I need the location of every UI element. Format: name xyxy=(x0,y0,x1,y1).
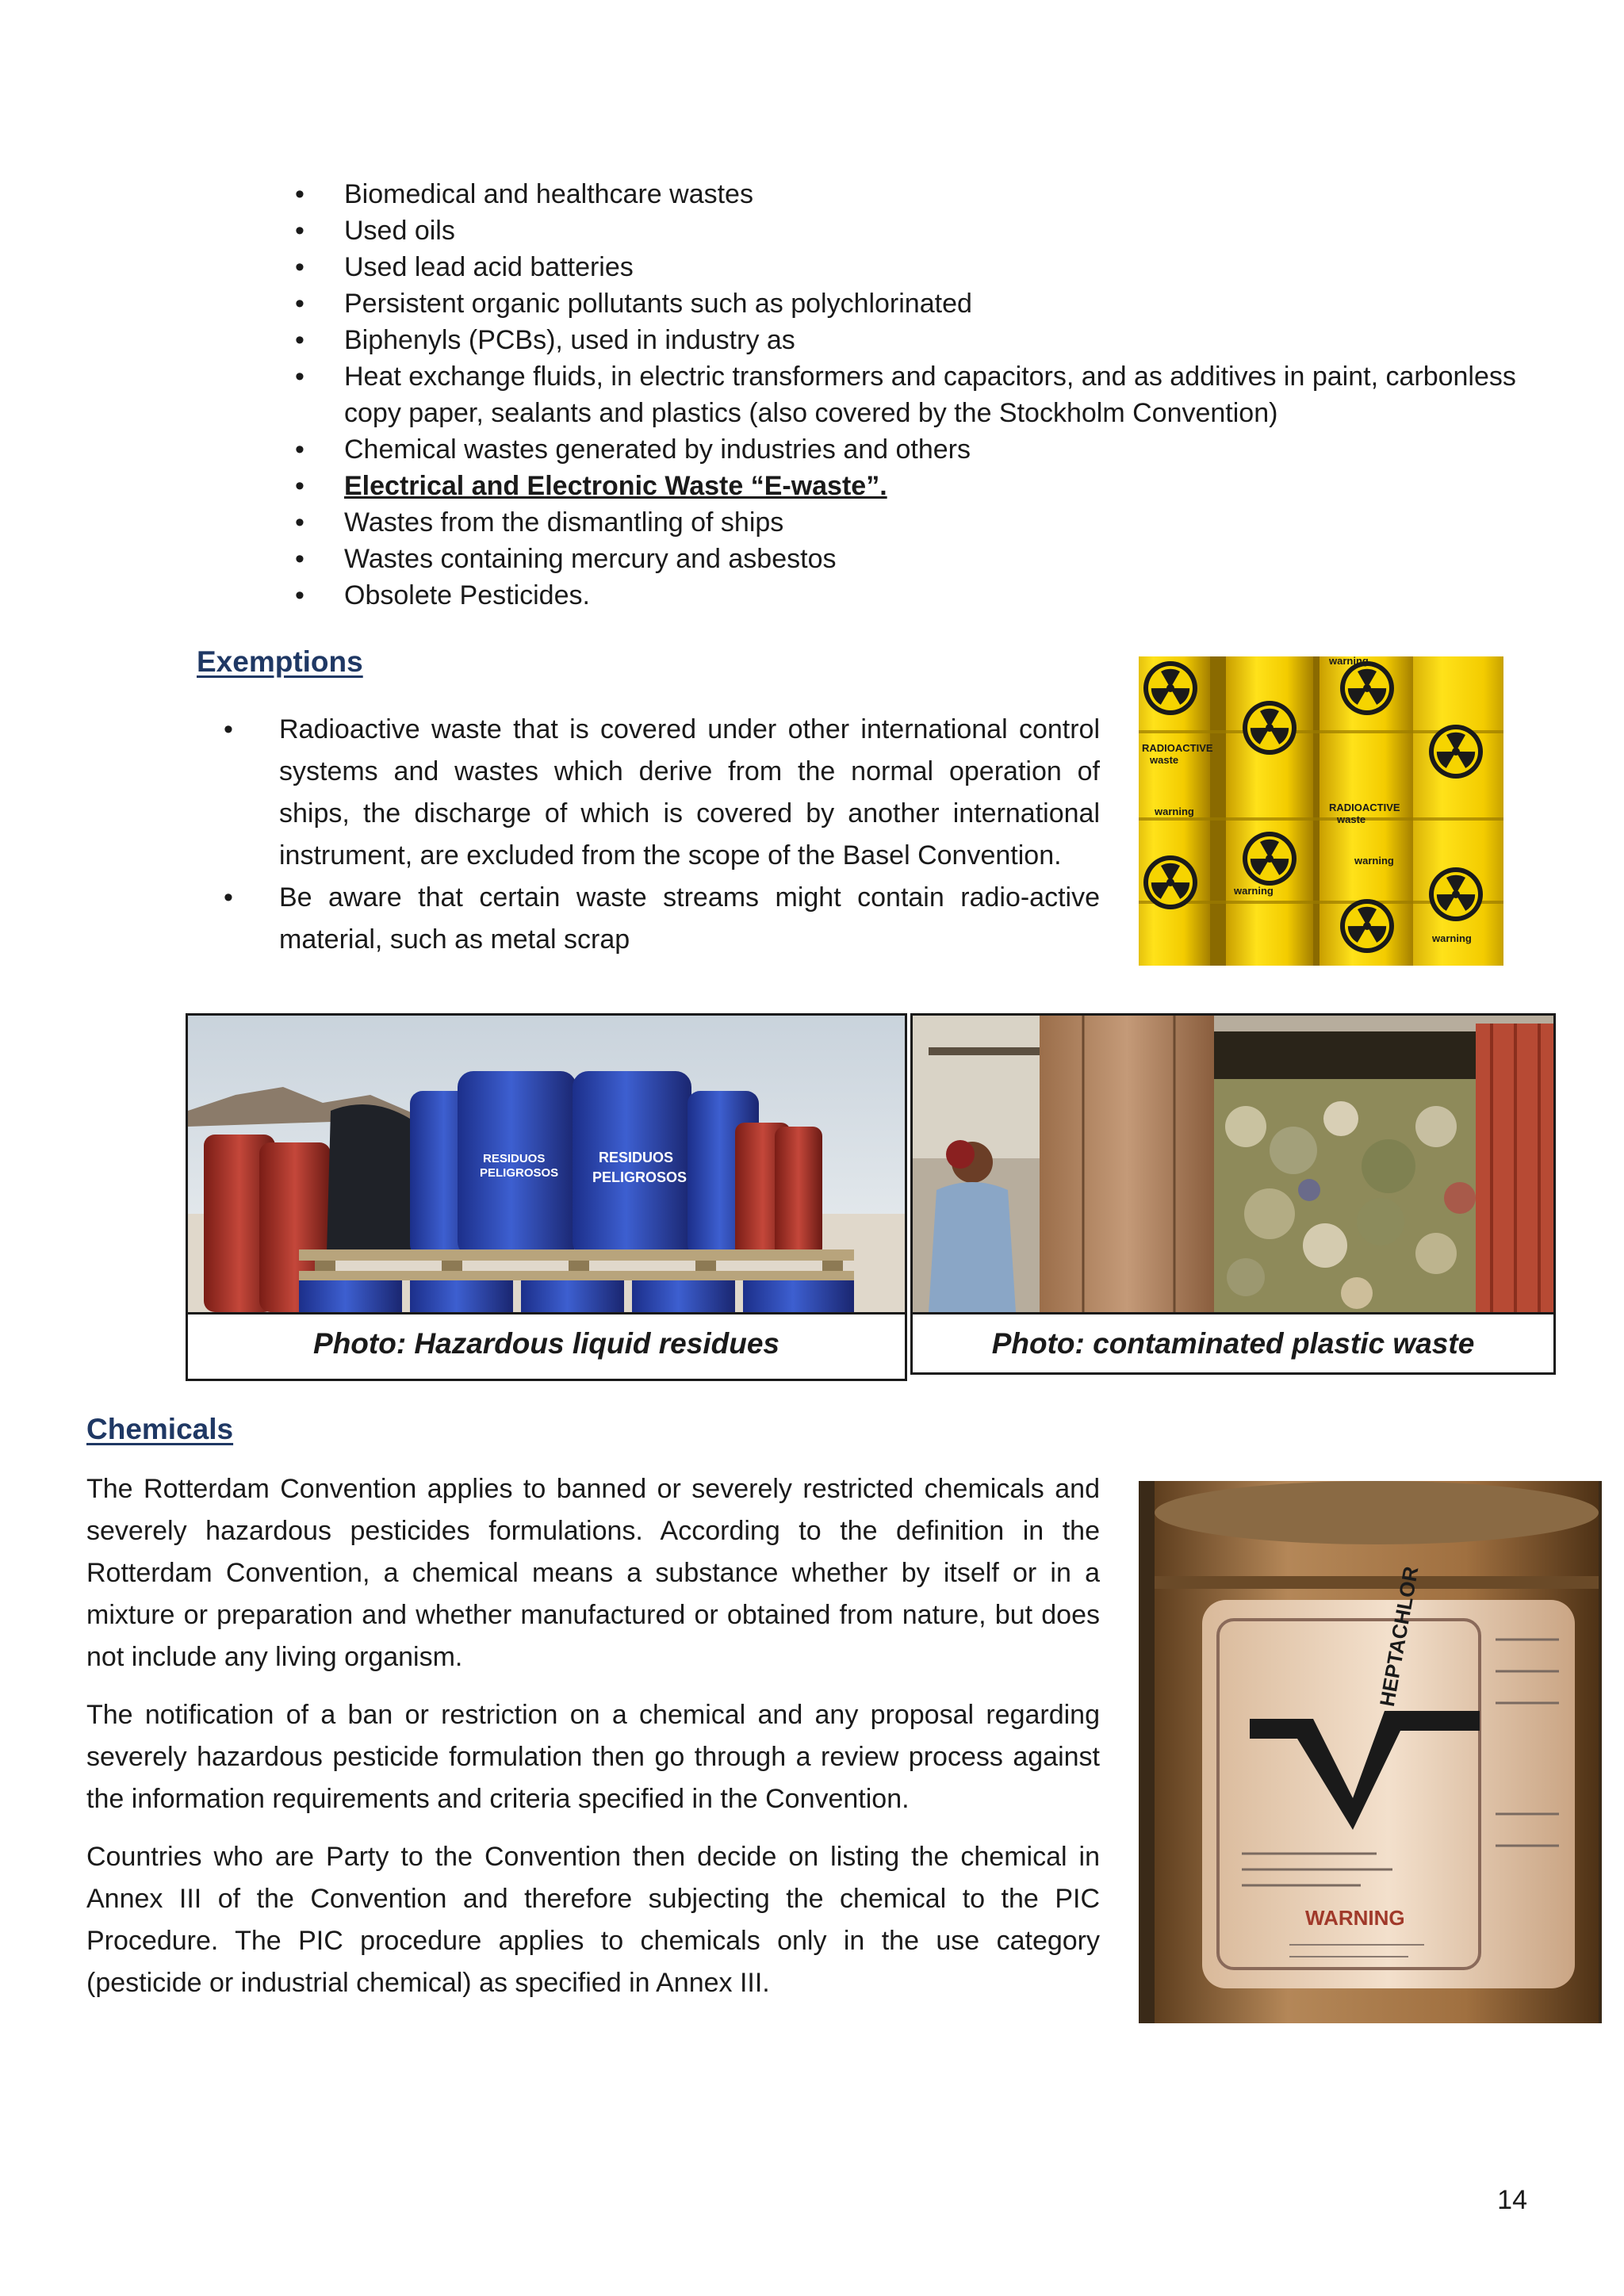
warning-label: warning xyxy=(1432,932,1472,944)
list-item: • Biomedical and healthcare wastes xyxy=(295,176,1532,212)
radioactive-label: RADIOACTIVE xyxy=(1142,742,1213,754)
warning-label: warning xyxy=(1354,855,1394,867)
list-item: • Chemical wastes generated by industries and others xyxy=(295,431,1532,468)
warning-label: warning xyxy=(1234,885,1274,897)
list-item: • Used oils xyxy=(295,212,1532,249)
drum-label: PELIGROSOS xyxy=(480,1166,559,1180)
chemicals-heading: Chemicals xyxy=(86,1413,234,1445)
list-item: • Used lead acid batteries xyxy=(295,249,1532,285)
liquid-residues-caption: Photo: Hazardous liquid residues xyxy=(313,1327,779,1360)
radioactive-barrels-photo xyxy=(1139,656,1503,966)
list-item: • Wastes from the dismantling of ships xyxy=(295,504,1532,541)
drum-label: RESIDUOS xyxy=(599,1150,674,1165)
plastic-waste-figure xyxy=(910,1013,1556,1375)
plastic-waste-caption: Photo: contaminated plastic waste xyxy=(991,1327,1475,1360)
list-item: • Persistent organic pollutants such as polychlorinated xyxy=(295,285,1532,322)
paragraph: The Rotterdam Convention applies to banned or severely restricted chemicals and severely hazardous pesticides formulations. According to the definition in the Rotterdam Convention, a chemical means a substance whether by itself or in a mixture or preparation and whether manufactured or obtained from nature, but does not include any living organism. xyxy=(86,1474,1100,1672)
warning-label: warning xyxy=(1329,656,1369,667)
paragraph: Countries who are Party to the Convention then decide on listing the chemical in Annex III of the Convention and therefore subjecting the chemical to the PIC Procedure. The PIC procedure applies to chemicals only in the use category (pesticide or industrial chemical) as specified in Annex III. xyxy=(86,1842,1100,1998)
list-item-e-waste: • Electrical and Electronic Waste “E-waste”. xyxy=(295,468,1532,504)
radioactive-label: RADIOACTIVE xyxy=(1329,802,1400,813)
warning-label: warning xyxy=(1155,806,1194,817)
list-item: • Biphenyls (PCBs), used in industry as xyxy=(295,322,1532,358)
waste-label: waste xyxy=(1337,813,1366,825)
plastic-waste-photo xyxy=(913,1016,1553,1314)
drum-warning: WARNING xyxy=(1305,1906,1405,1930)
paragraph: The notification of a ban or restriction on a chemical and any proposal regarding severely hazardous pesticide formulation then go through a review process against the information requirements and criteria specified in the Convention. xyxy=(86,1700,1100,1814)
drum-label: PELIGROSOS xyxy=(592,1169,688,1185)
exemptions-heading: Exemptions xyxy=(197,645,363,678)
list-item: • Heat exchange fluids, in electric transformers and capacitors, and as additives in paint, carbonless copy paper, sealants and plastics (also covered by the Stockholm Convention) xyxy=(295,358,1532,431)
drum-brand: HEPTACHLOR xyxy=(1374,1564,1423,1709)
waste-categories-list xyxy=(295,176,1532,614)
liquid-residues-photo xyxy=(188,1016,905,1314)
list-item: • Be aware that certain waste streams might contain radio-active material, such as metal scrap xyxy=(224,877,1100,961)
list-item: • Wastes containing mercury and asbestos xyxy=(295,541,1532,577)
pesticide-drum-photo xyxy=(1139,1481,1602,2023)
chemicals-text xyxy=(86,1468,1100,2020)
waste-label: waste xyxy=(1150,754,1179,766)
liquid-residues-figure xyxy=(186,1013,907,1381)
page-number: 14 xyxy=(1497,2185,1527,2215)
list-item: • Obsolete Pesticides. xyxy=(295,577,1532,614)
drum-label: RESIDUOS xyxy=(483,1152,546,1165)
list-item: • Radioactive waste that is covered under other international control systems and wastes which derive from the normal operation of ships, the discharge of which is covered by another international instrument, are excluded from the scope of the Basel Convention. xyxy=(224,709,1100,877)
exemptions-list xyxy=(224,709,1100,961)
